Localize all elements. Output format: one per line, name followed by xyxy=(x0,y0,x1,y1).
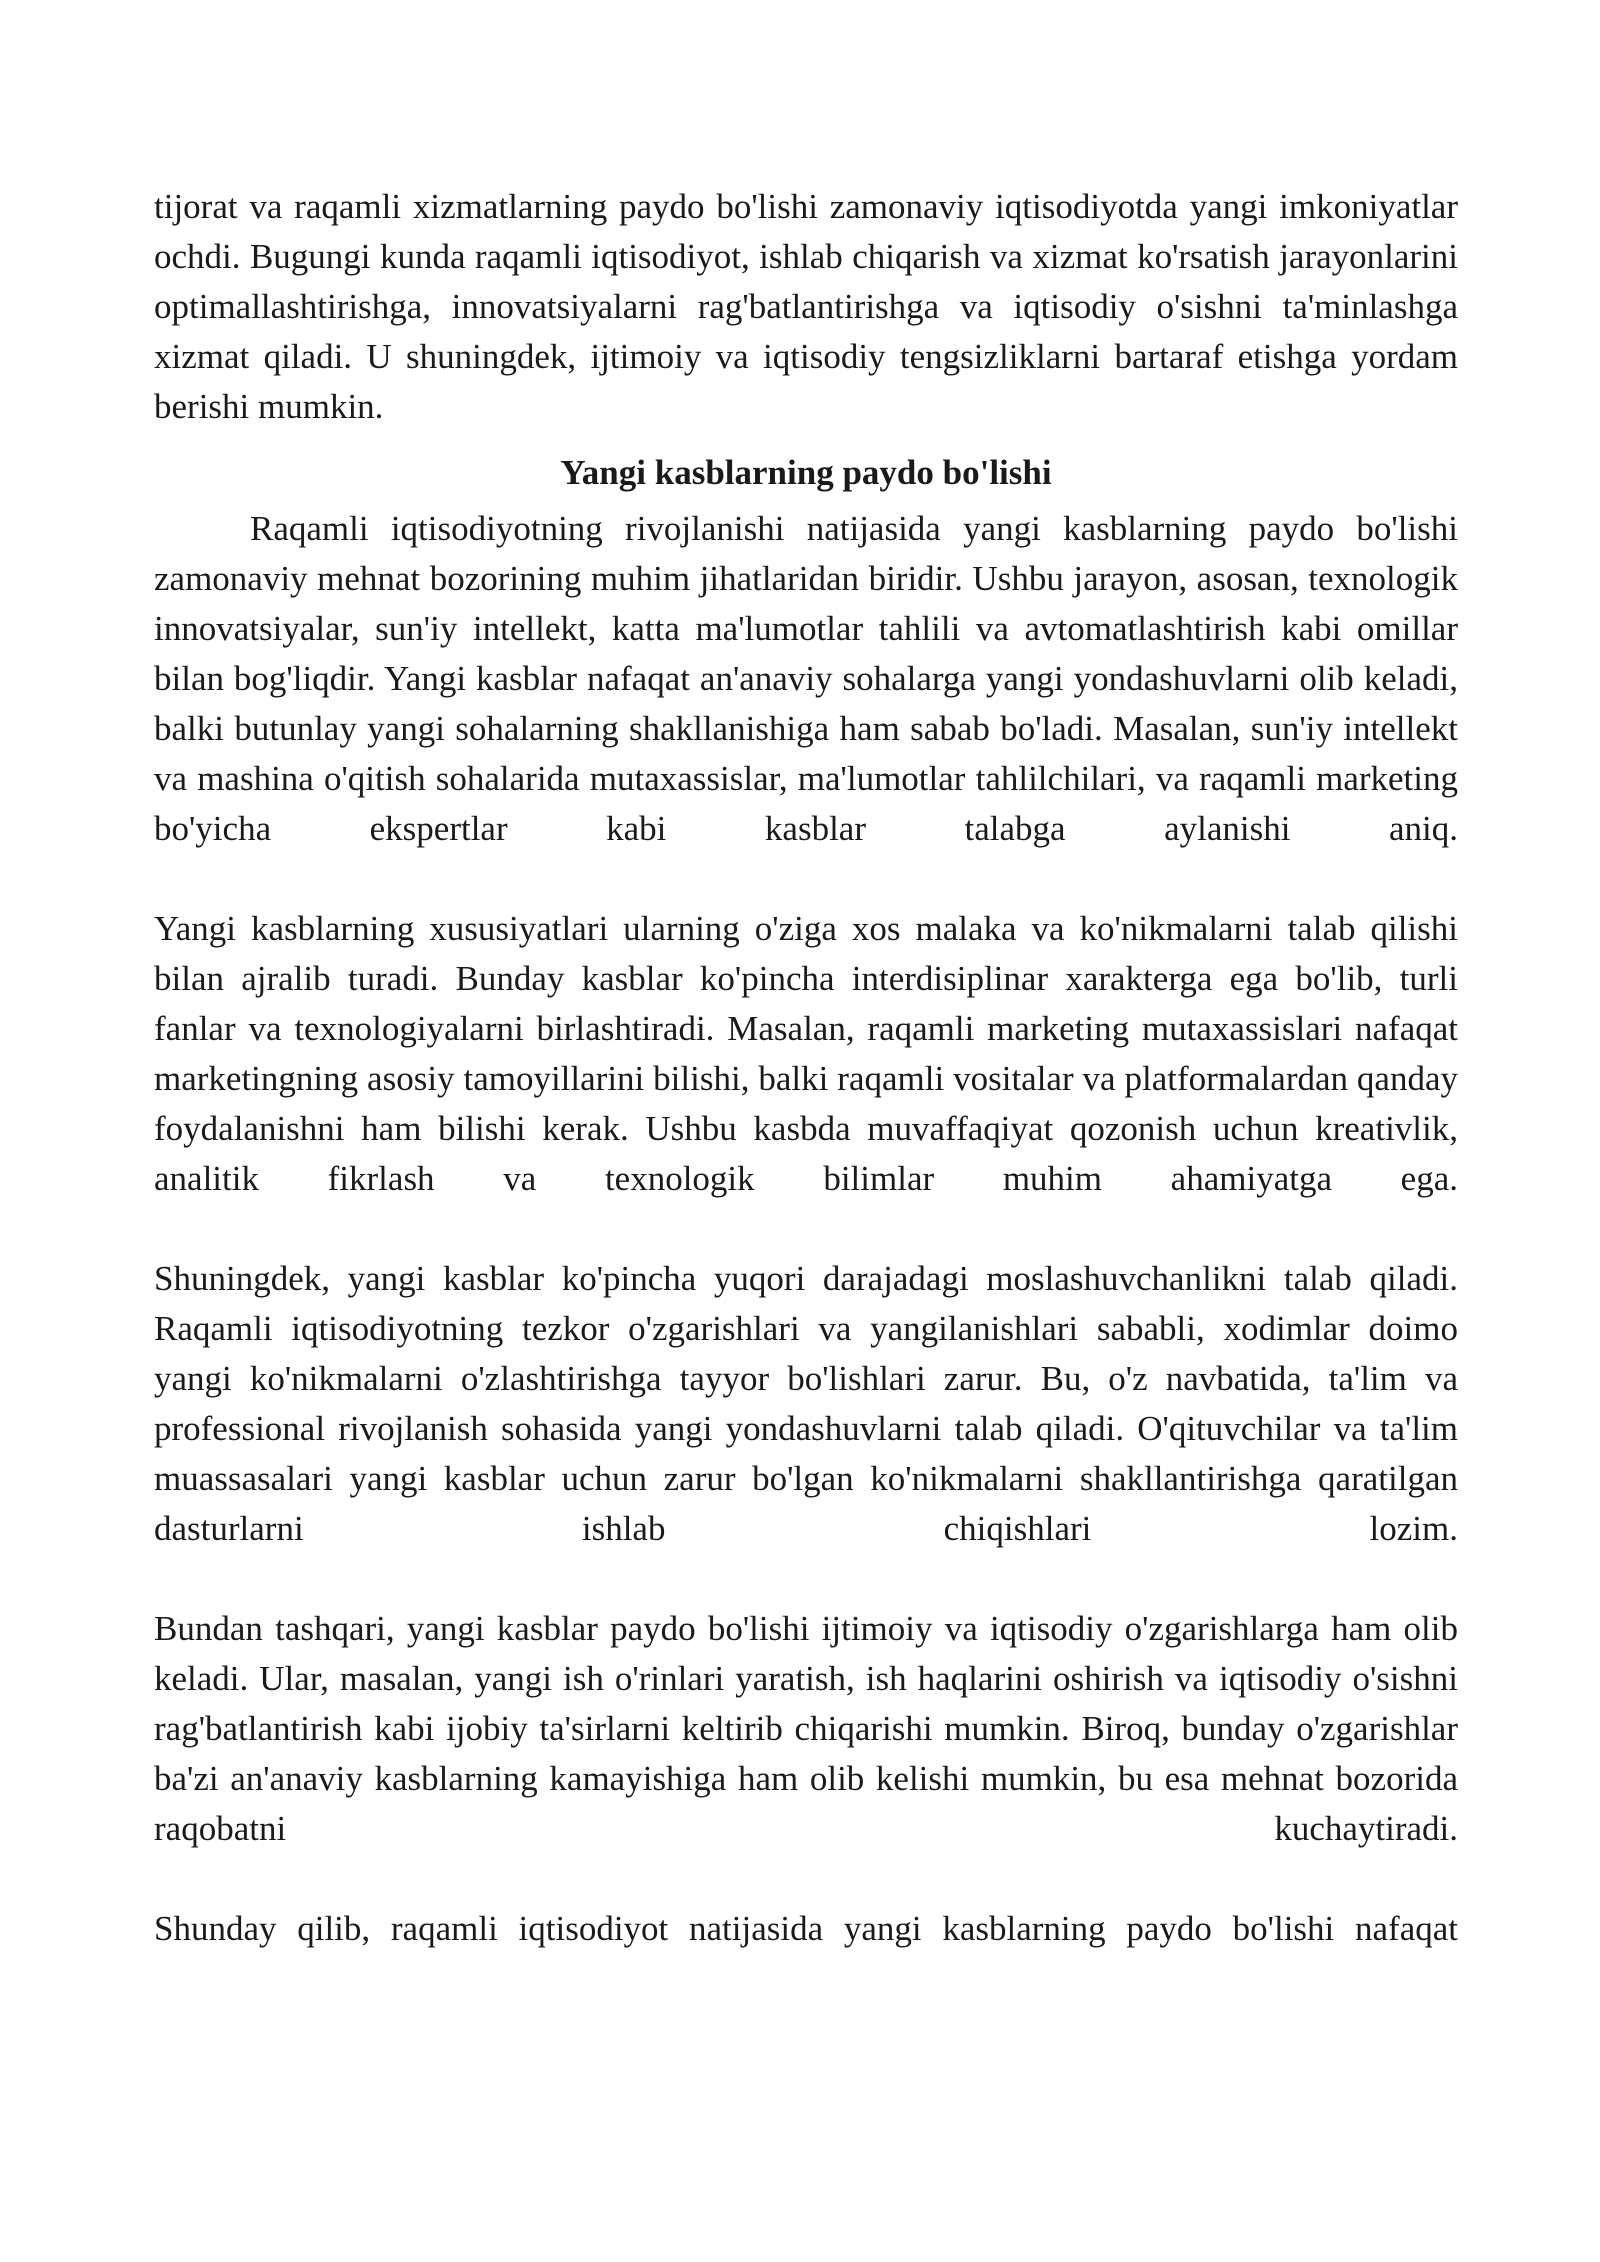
body-paragraph-5: Shunday qilib, raqamli iqtisodiyot natijasida yangi kasblarning paydo bo'lishi nafaqat xyxy=(154,1909,1458,1948)
document-page xyxy=(154,182,1458,1954)
body-paragraph-1: Raqamli iqtisodiyotning rivojlanishi natijasida yangi kasblarning paydo bo'lishi zamonaviy mehnat bozorining muhim jihatlaridan biridir. Ushbu jarayon, asosan, texnologik innovatsiyalar, sun'iy intellekt, katta ma'lumotlar tahlili va avtomatlashtirish kabi omillar bilan bog'liqdir. Yangi kasblar nafaqat an'anaviy sohalarga yangi yondashuvlarni olib keladi, balki butunlay yangi sohalarning shakllanishiga ham sabab bo'ladi. Masalan, sun'iy intellekt va mashina o'qitish sohalarida mutaxassislar, ma'lumotlar tahlilchilari, va raqamli marketing bo'yicha ekspertlar kabi kasblar talabga aylanishi aniq. xyxy=(154,509,1458,848)
section-heading: Yangi kasblarning paydo bo'lishi xyxy=(560,453,1052,492)
body-paragraph-3: Shuningdek, yangi kasblar ko'pincha yuqori darajadagi moslashuvchanlikni talab qiladi. Raqamli iqtisodiyotning tezkor o'zgarishlari va yangilanishlari sababli, xodimlar doimo yangi ko'nikmalarni o'zlashtirishga tayyor bo'lishlari zarur. Bu, o'z navbatida, ta'lim va professional rivojlanish sohasida yangi yondashuvlarni talab qiladi. O'qituvchilar va ta'lim muassasalari yangi kasblar uchun zarur bo'lgan ko'nikmalarni shakllantirishga qaratilgan dasturlarni ishlab chiqishlari lozim. xyxy=(154,1259,1458,1548)
body-paragraph-4: Bundan tashqari, yangi kasblar paydo bo'lishi ijtimoiy va iqtisodiy o'zgarishlarga ham olib keladi. Ular, masalan, yangi ish o'rinlari yaratish, ish haqlarini oshirish va iqtisodiy o'sishni rag'batlantirish kabi ijobiy ta'sirlarni keltirib chiqarishi mumkin. Biroq, bunday o'zgarishlar ba'zi an'anaviy kasblarning kamayishiga ham olib kelishi mumkin, bu esa mehnat bozorida raqobatni kuchaytiradi. xyxy=(154,1609,1458,1848)
intro-paragraph: tijorat va raqamli xizmatlarning paydo bo'lishi zamonaviy iqtisodiyotda yangi imkoniyatlar ochdi. Bugungi kunda raqamli iqtisodiyot, ishlab chiqarish va xizmat ko'rsatish jarayonlarini optimallashtirishga, innovatsiyalarni rag'batlantirishga va iqtisodiy o'sishni ta'minlashga xizmat qiladi. U shuningdek, ijtimoiy va iqtisodiy tengsizliklarni bartaraf etishga yordam berishi mumkin. xyxy=(154,187,1458,426)
body-paragraph-2: Yangi kasblarning xususiyatlari ularning o'ziga xos malaka va ko'nikmalarni talab qilishi bilan ajralib turadi. Bunday kasblar ko'pincha interdisiplinar xarakterga ega bo'lib, turli fanlar va texnologiyalarni birlashtiradi. Masalan, raqamli marketing mutaxassislari nafaqat marketingning asosiy tamoyillarini bilishi, balki raqamli vositalar va platformalardan qanday foydalanishni ham bilishi kerak. Ushbu kasbda muvaffaqiyat qozonish uchun kreativlik, analitik fikrlash va texnologik bilimlar muhim ahamiyatga ega. xyxy=(154,909,1458,1198)
